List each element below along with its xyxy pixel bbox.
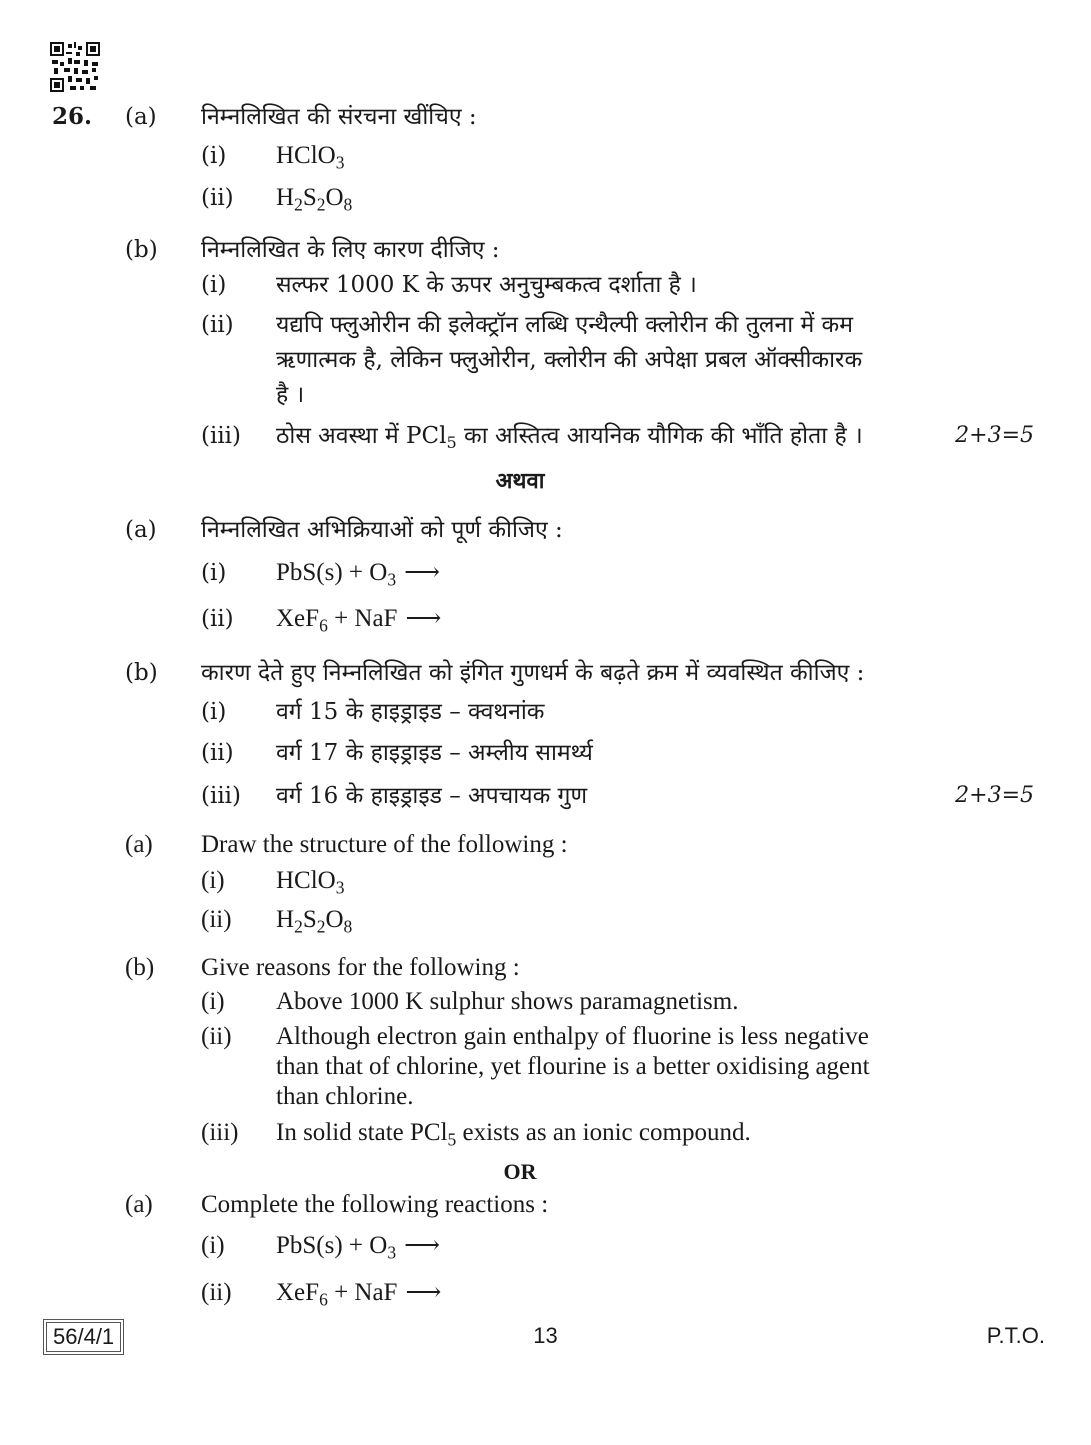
hi-a-i-num: (i) [201, 143, 227, 169]
hi-b-i-num: (i) [201, 272, 227, 298]
en-or-a-i-reaction: $PbS(s) + O_3$ ⟶ [276, 1232, 440, 1263]
hi-or-label: अथवा [495, 468, 545, 494]
en-b-ii-line1: Although electron gain enthalpy of fluorine is less negative [276, 1023, 869, 1050]
hi-a-i-formula: HClO$_3$ [276, 142, 345, 173]
en-b-i-num: (i) [201, 988, 225, 1015]
hi-or-a-ii-reaction: XeF$_6$ + NaF ⟶ [276, 605, 442, 636]
hi-or-b-i-text: वर्ग 15 के हाइड्राइड – क्वथनांक [276, 699, 545, 725]
qr-code [50, 42, 100, 92]
en-b-i-text: Above 1000 K sulphur shows paramagnetism. [276, 988, 739, 1015]
hi-b-ii-num: (ii) [201, 312, 234, 338]
hi-or-a-i-num: (i) [201, 560, 227, 586]
en-a-label: (a) [125, 831, 153, 858]
en-b-iii-text: In solid state PCl$_5$ exists as an ionic compound. [276, 1119, 751, 1150]
hi-b-text: निम्नलिखित के लिए कारण दीजिए : [201, 237, 500, 263]
hi-or-b-label: (b) [125, 660, 158, 686]
en-b-ii-line2: than that of chlorine, yet flourine is a better oxidising agent [276, 1053, 870, 1080]
en-or-a-text: Complete the following reactions : [201, 1191, 549, 1218]
hi-b-label: (b) [125, 237, 158, 263]
hi-a-text: निम्नलिखित की संरचना खींचिए : [201, 104, 477, 130]
en-or-a-ii-num: (ii) [201, 1279, 232, 1306]
en-a-text: Draw the structure of the following : [201, 831, 568, 858]
en-b-ii-num: (ii) [201, 1023, 232, 1050]
question-number: 26. [52, 103, 93, 130]
hi-a-label: (a) [125, 104, 157, 130]
paper-code: 56/4/1 [46, 1322, 121, 1352]
hi-or-a-i-reaction: $PbS(s) + O_3$ ⟶ [276, 559, 440, 590]
en-or-a-i-num: (i) [201, 1232, 225, 1259]
hi-or-b-iii-num: (iii) [201, 783, 242, 809]
hi-b-ii-line3: है । [276, 382, 305, 408]
hi-or-a-ii-num: (ii) [201, 606, 234, 632]
hi-a-ii-formula: $H_2S_2O_8$ [276, 184, 353, 215]
hi-b-iii-text: ठोस अवस्था में PCl$_5$ का अस्तित्व आयनिक यौगिक की भाँति होता है । [276, 423, 863, 452]
hi-or-a-label: (a) [125, 517, 157, 543]
hi-b-ii-line2: ऋणात्मक है, लेकिन फ्लुओरीन, क्लोरीन की अपेक्षा प्रबल ऑक्सीकारक [276, 347, 863, 373]
hi-a-ii-num: (ii) [201, 185, 234, 211]
en-b-ii-line3: than chlorine. [276, 1083, 414, 1110]
en-b-label: (b) [125, 954, 155, 981]
en-b-iii-num: (iii) [201, 1119, 239, 1146]
en-or-a-ii-reaction: XeF$_6$ + NaF ⟶ [276, 1279, 442, 1310]
hi-or-b-ii-num: (ii) [201, 740, 234, 766]
hi-b-i-text: सल्फर 1000 K के ऊपर अनुचुम्बकत्व दर्शाता है । [276, 272, 697, 298]
hi-b-iii-num: (iii) [201, 423, 242, 449]
hi-or-a-text: निम्नलिखित अभिक्रियाओं को पूर्ण कीजिए : [201, 517, 563, 543]
en-a-i-num: (i) [201, 867, 225, 894]
hi-or-b-text: कारण देते हुए निम्नलिखित को इंगित गुणधर्म के बढ़ते क्रम में व्यवस्थित कीजिए : [201, 660, 865, 686]
hi-or-b-iii-text: वर्ग 16 के हाइड्राइड – अपचायक गुण [276, 783, 588, 809]
hi-b-ii-line1: यद्यपि फ्लुओरीन की इलेक्ट्रॉन लब्धि एन्थैल्पी क्लोरीन की तुलना में कम [276, 312, 853, 338]
pto-label: P.T.O. [986, 1323, 1045, 1348]
en-a-i-formula: HClO$_3$ [276, 867, 345, 898]
hi-marks-1: 2+3=5 [955, 423, 1034, 448]
en-a-ii-num: (ii) [201, 906, 232, 933]
hi-or-b-ii-text: वर्ग 17 के हाइड्राइड – अम्लीय सामर्थ्य [276, 740, 593, 766]
en-or-label: OR [503, 1159, 537, 1184]
hi-or-b-i-num: (i) [201, 699, 227, 725]
en-b-text: Give reasons for the following : [201, 954, 520, 981]
page-number: 13 [533, 1323, 558, 1348]
en-a-ii-formula: $H_2S_2O_8$ [276, 906, 353, 937]
hi-marks-2: 2+3=5 [955, 783, 1034, 808]
en-or-a-label: (a) [125, 1191, 153, 1218]
